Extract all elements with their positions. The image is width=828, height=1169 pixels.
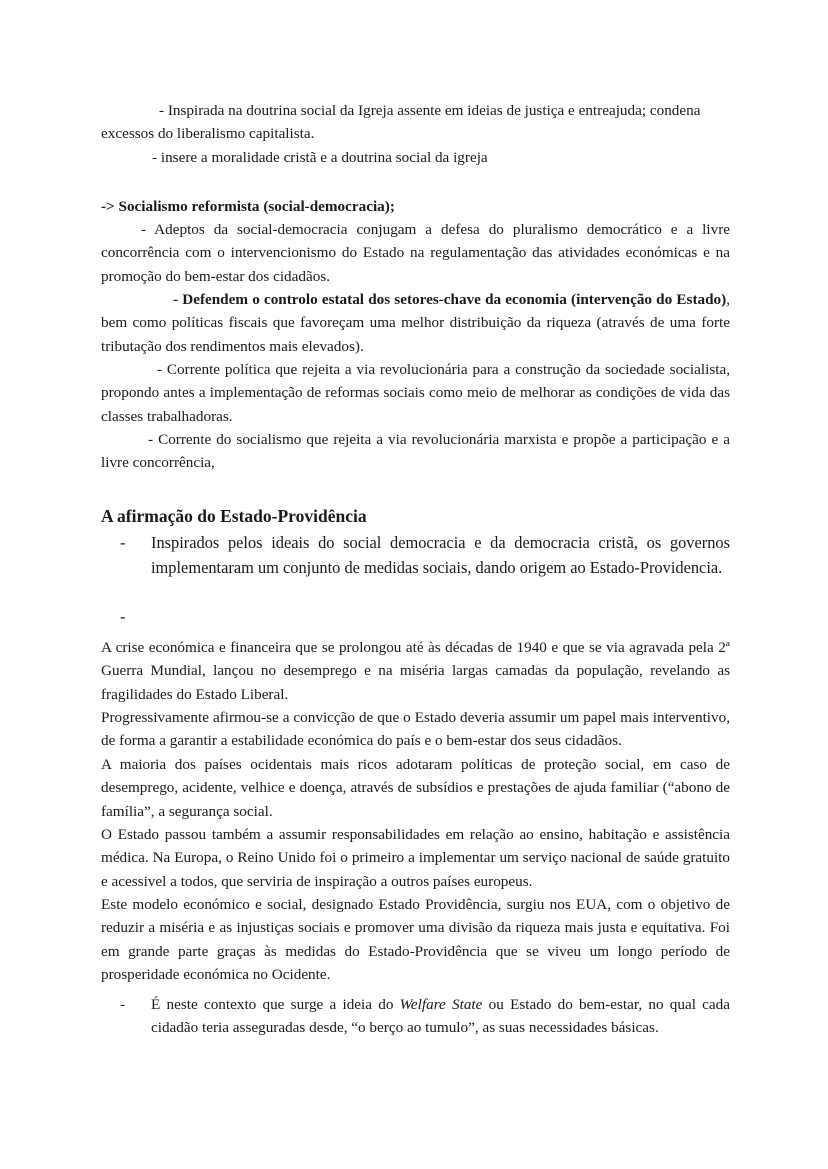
socialism-paragraph-4: - Corrente do socialismo que rejeita a via revolucionária marxista e propõe a participação e a livre concorrência, [101, 431, 730, 472]
socialism-paragraph-2 [101, 288, 730, 358]
body-paragraph-3: A maioria dos países ocidentais mais ricos adotaram políticas de proteção social, em caso de desemprego, acidente, velhice e doença, através de subsídios e prestações de ajuda familiar (“abono de família”, a segurança social. [101, 756, 730, 820]
final-bullet-text-end: ou Estado do bem-estar, no qual cada cidadão teria asseguradas desde, “o berço ao tumulo”, as suas necessidades básicas. [151, 996, 730, 1037]
doctrine-line: - Inspirada na doutrina social da Igreja assente em ideias de justiça e entreajuda; condena [159, 102, 701, 119]
bullet-marker: - [120, 607, 126, 626]
socialism-paragraph-2-rest: , bem como políticas fiscais que favoreçam uma melhor distribuição da riqueza (através de uma forte tributação dos rendimentos mais elevados). [101, 291, 730, 355]
socialism-paragraph-1: - Adeptos da social-democracia conjugam a defesa do pluralismo democrático e a livre concorrência com o intervencionismo do Estado na regulamentação das atividades económicas e na promoção do bem-estar dos cidadãos. [101, 221, 730, 285]
bullet-item-1: Inspirados pelos ideais do social democracia e da democracia cristã, os governos implementaram um conjunto de medidas sociais, dando origem ao Estado-Providencia. [151, 533, 730, 577]
bullet-marker: - [120, 533, 126, 552]
bullet-marker: - [120, 996, 126, 1013]
body-paragraph-1: A crise económica e financeira que se prolongou até às décadas de 1940 e que se via agravada pela 2ª Guerra Mundial, lançou no desemprego e na miséria largas camadas da população, revelando as fragilidades do Estado Liberal. [101, 639, 730, 703]
welfare-state-term: Welfare State [399, 996, 483, 1013]
doctrine-paragraph [101, 99, 730, 146]
body-paragraph-2: Progressivamente afirmou-se a convicção de que o Estado deveria assumir um papel mais interventivo, de forma a garantir a estabilidade económica do país e o bem-estar dos seus cidadãos. [101, 709, 730, 750]
final-bullet-text-start: É neste contexto que surge a ideia do [151, 996, 400, 1013]
doctrine-line-continued: excessos do liberalismo capitalista. [101, 125, 315, 143]
socialism-paragraph-3: - Corrente política que rejeita a via revolucionária para a construção da sociedade socialista, propondo antes a implementação de reformas sociais como meio de melhorar as condições de vida das classes trabalhadoras. [101, 361, 730, 425]
doctrine-line-2: - insere a moralidade cristã e a doutrina social da igreja [152, 149, 488, 166]
body-paragraph-4: O Estado passou também a assumir responsabilidades em relação ao ensino, habitação e assistência médica. Na Europa, o Reino Unido foi o primeiro a implementar um serviço nacional de saúde gratuito e acessivel a todos, que serviria de inspiração a outros países europeus. [101, 826, 730, 890]
socialism-paragraph-2-bold: - Defendem o controlo estatal dos setores-chave da economia (intervenção do Estado) [173, 291, 727, 308]
body-paragraph-5: Este modelo económico e social, designado Estado Providência, surgiu nos EUA, com o objetivo de reduzir a miséria e as injustiças sociais e promover uma divisão da riqueza mais justa e equitativa. Foi em grande parte graças às medidas do Estado-Providência que se viveu um longo período de prosperidade económica no Ocidente. [101, 896, 730, 983]
section-title: A afirmação do Estado-Providência [101, 506, 367, 526]
final-bullet-item [151, 993, 730, 1040]
socialism-heading: -> Socialismo reformista (social-democracia); [101, 198, 395, 215]
